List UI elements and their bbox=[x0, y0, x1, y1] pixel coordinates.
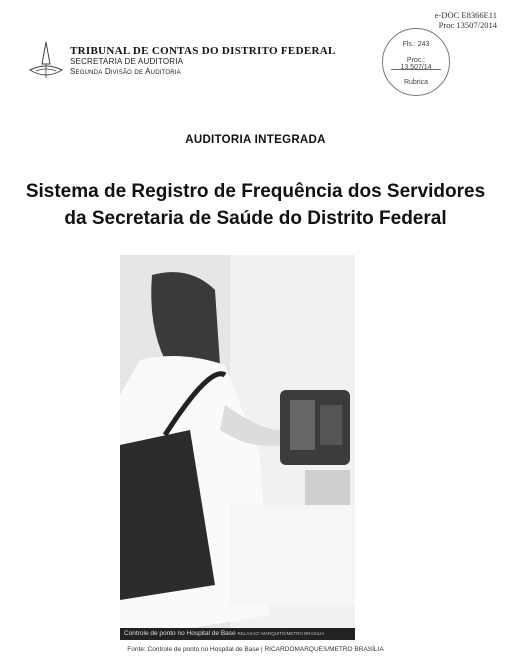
edoc-process: Proc 13507/2014 bbox=[438, 20, 497, 30]
document-header bbox=[70, 45, 336, 77]
photo-credit: RELAXAO: MARQUITO/METRO BRASILIA bbox=[237, 631, 325, 636]
document-title bbox=[0, 178, 511, 232]
process-number: Proc.: 13.507/14 bbox=[400, 57, 432, 71]
title-line-1: Sistema de Registro de Frequência dos Servidores bbox=[25, 181, 486, 202]
photo-caption-bar bbox=[120, 628, 355, 640]
photo-source: Fonte: Controle de ponto no Hospital de Base | RICARDOMARQUES/METRO BRASÍLIA bbox=[127, 646, 384, 653]
photo-caption: Controle de ponto no Hospital de Base bbox=[124, 630, 236, 637]
edoc-id: e-DOC E8366E11 bbox=[434, 10, 497, 20]
title-line-2: da Secretaria de Saúde do Distrito Federal bbox=[64, 208, 447, 229]
cover-photo bbox=[120, 255, 355, 640]
protocol-stamp bbox=[382, 28, 450, 96]
divisao-label: Segunda Divisão de Auditoria bbox=[70, 67, 181, 76]
secretaria-label: SECRETARIA DE AUDITORIA bbox=[70, 57, 184, 66]
section-heading: AUDITORIA INTEGRADA bbox=[185, 134, 326, 146]
rubrica-label: Rubrica bbox=[403, 79, 429, 86]
tcdf-logo-icon bbox=[28, 40, 64, 82]
edoc-stamp bbox=[435, 10, 497, 30]
fls-number: Fls.: 243 bbox=[402, 41, 430, 48]
org-title: TRIBUNAL DE CONTAS DO DISTRITO FEDERAL bbox=[70, 45, 336, 57]
